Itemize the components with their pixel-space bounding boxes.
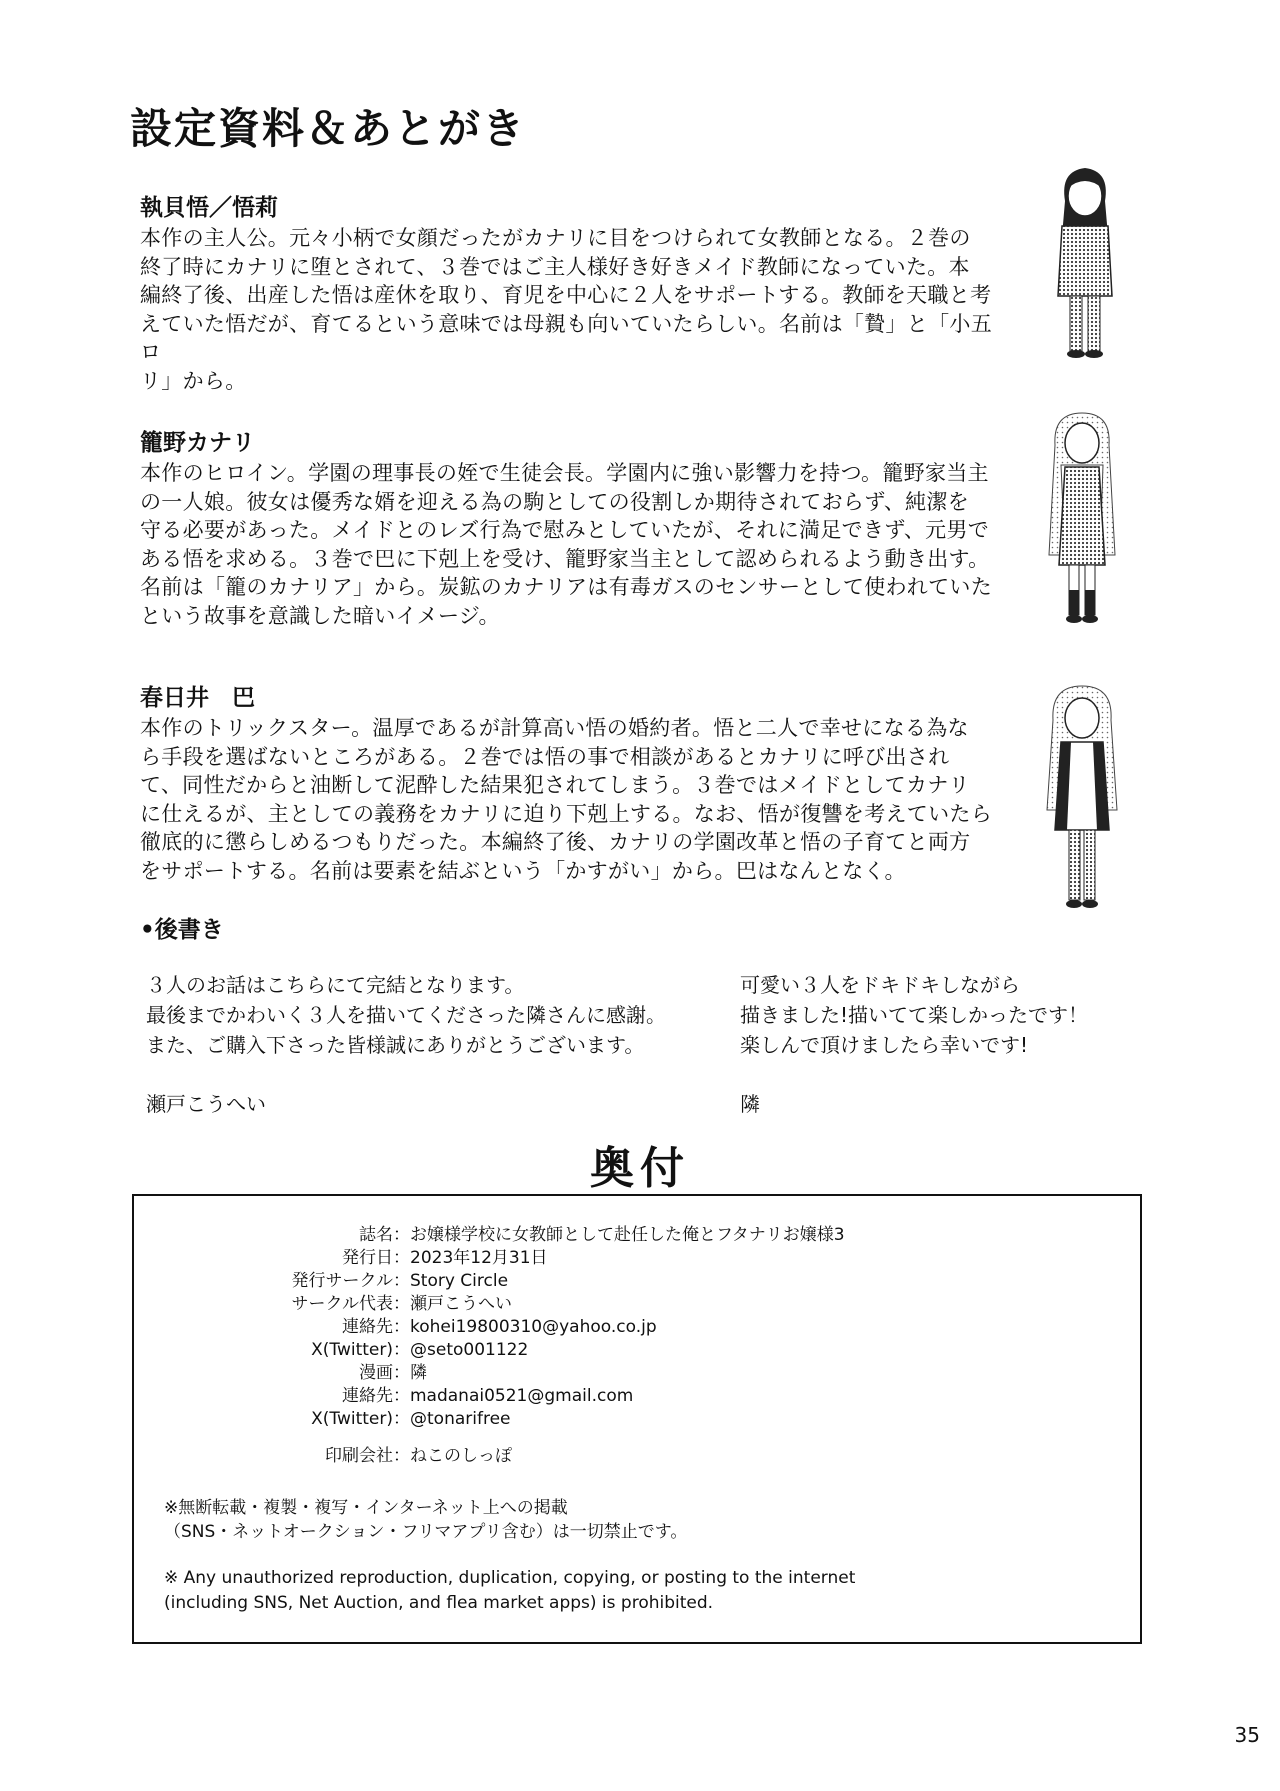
colophon-label: 漫画：	[359, 1363, 410, 1383]
afterword-artist-signature: 隣	[740, 1092, 760, 1116]
afterword-author-text: ３人のお話はこちらにて完結となります。 最後までかわいく３人を描いてくださった隣さんに感謝。 また、ご購入下さった皆様誠にありがとうございます。	[146, 973, 666, 1057]
colophon-title: 奥付	[590, 1143, 690, 1194]
colophon-row	[164, 1339, 845, 1362]
character-description: 本作の主人公。元々小柄で女顔だったがカナリに目をつけられて女教師となる。２巻の 終了時にカナリに堕とされて、３巻ではご主人様好き好きメイド教師になっていた。本 編終了後、出産した悟は産休を取り、育児を中心に２人をサポートする。教師を天職と考 えていた悟だが、育てるという意味では母親も向いていたらしい。名前は「贄」と「小五ロ リ」から。	[140, 226, 992, 393]
character-name: 執貝悟／悟莉	[140, 195, 278, 221]
character-description: 本作のヒロイン。学園の理事長の姪で生徒会長。学園内に強い影響力を持つ。籠野家当主 の一人娘。彼女は優秀な婿を迎える為の駒としての役割しか期待されておらず、純潔を 守る必要があった。メイドとのレズ行為で慰みとしていたが、それに満足できず、元男で ある悟を求める。３巻で巴に下剋上を受け、籠野家当主として認められるよう動き出す。 名前は「籠のカナリア」から。炭鉱のカナリアは有毒ガスのセンサーとして使われていた という故事を意識した暗いイメージ。	[140, 461, 992, 628]
colophon-label: X(Twitter)：	[311, 1340, 410, 1360]
colophon-row	[164, 1408, 845, 1431]
colophon-label: 誌名：	[359, 1225, 410, 1245]
colophon-label: 連絡先：	[342, 1386, 410, 1406]
afterword-artist-text: 可愛い３人をドキドキしながら 描きました!描いてて楽しかったです！ 楽しんで頂けましたら幸いです!	[740, 973, 1089, 1057]
colophon-row	[164, 1362, 845, 1385]
colophon-row	[164, 1316, 845, 1339]
afterword-artist-note	[740, 970, 1088, 1060]
colophon-value: お嬢様学校に女教師として赴任した俺とフタナリお嬢様3	[410, 1225, 845, 1245]
character-profile-tomoe	[140, 682, 1010, 885]
copyright-notice-ja: ※無断転載・複製・複写・インターネット上への掲載 （SNS・ネットオークション・フリマアプリ含む）は一切禁止です。	[164, 1498, 688, 1542]
colophon-label: X(Twitter)：	[311, 1409, 410, 1429]
colophon-value: kohei19800310@yahoo.co.jp	[410, 1317, 657, 1337]
character-portrait-satori	[1030, 156, 1140, 366]
colophon-value: 2023年12月31日	[410, 1248, 548, 1268]
colophon-value: @seto001122	[410, 1340, 529, 1360]
colophon-value: @tonarifree	[410, 1409, 511, 1429]
colophon-box	[132, 1194, 1142, 1644]
page-title: 設定資料＆あとがき	[130, 104, 527, 153]
colophon-row	[164, 1270, 845, 1293]
colophon-row	[164, 1385, 845, 1408]
character-portrait-kanari	[1025, 405, 1135, 645]
colophon-row	[164, 1445, 845, 1468]
character-profile-kanari	[140, 427, 1010, 630]
colophon-label: 発行サークル：	[291, 1271, 410, 1291]
character-name: 籠野カナリ	[140, 430, 255, 456]
copyright-notice-en: ※ Any unauthorized reproduction, duplication, copying, or posting to the internet (including SNS, Net Auction, and flea market apps) is prohibited.	[164, 1568, 856, 1613]
colophon-row	[164, 1247, 845, 1270]
afterword-author-signature: 瀬戸こうへい	[146, 1092, 266, 1116]
colophon-row	[164, 1293, 845, 1316]
colophon-value: madanai0521@gmail.com	[410, 1386, 634, 1406]
colophon-label: 印刷会社：	[325, 1446, 410, 1466]
page-number: 35	[1234, 1723, 1260, 1747]
afterword-heading: •後書き	[140, 917, 224, 943]
colophon-table	[164, 1224, 845, 1468]
character-portrait-tomoe	[1025, 680, 1135, 930]
colophon-label: サークル代表：	[291, 1294, 410, 1314]
character-description: 本作のトリックスター。温厚であるが計算高い悟の婚約者。悟と二人で幸せになる為な ら手段を選ばないところがある。２巻では悟の事で相談があるとカナリに呼び出され て、同性だからと油断して泥酔した結果犯されてしまう。３巻ではメイドとしてカナリ に仕えるが、主としての義務をカナリに迫り下剋上する。なお、悟が復讐を考えていたら 徹底的に懲らしめるつもりだった。本編終了後、カナリの学園改革と悟の子育てと両方 をサポートする。名前は要素を結ぶという「かすがい」から。巴はなんとなく。	[140, 716, 992, 883]
colophon-label: 発行日：	[342, 1248, 410, 1268]
character-name: 春日井 巴	[140, 685, 255, 711]
afterword-author-note	[146, 970, 666, 1060]
character-profile-satori	[140, 192, 1010, 395]
colophon-value: 瀬戸こうへい	[410, 1294, 512, 1314]
colophon-label: 連絡先：	[342, 1317, 410, 1337]
colophon-row	[164, 1224, 845, 1247]
colophon-value: ねこのしっぽ	[410, 1446, 512, 1466]
colophon-value: Story Circle	[410, 1271, 509, 1291]
colophon-value: 隣	[410, 1363, 427, 1383]
